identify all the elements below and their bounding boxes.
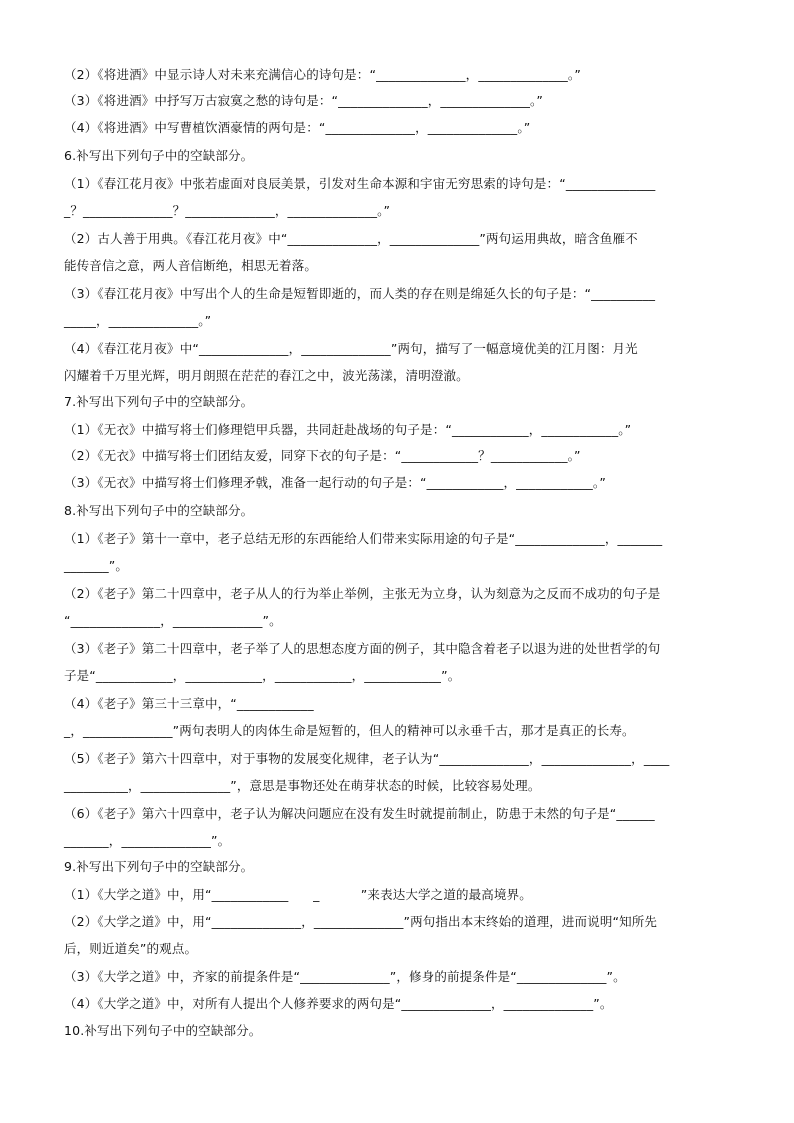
q9-2-cont: 后，则近道矣”的观点。 [64, 941, 198, 956]
q6-1-cont: _？______________？______________，______________。” [64, 203, 391, 218]
q8-6-line: （6）《老子》第六十四章中，老子认为解决问题应在没有发生时就提前制止，防患于未然的句子是“______ [64, 806, 655, 821]
q6-2-cont: 能传音信之意，两人音信断绝，相思无着落。 [64, 258, 318, 273]
q6-heading: 6.补写出下列句子中的空缺部分。 [64, 148, 254, 163]
q8-heading: 8.补写出下列句子中的空缺部分。 [64, 503, 254, 518]
q9-2-line: （2）《大学之道》中，用“______________，______________”两句指出本末终始的道理，进而说明“知所先 [64, 914, 658, 929]
q8-6-cont: _______，______________”。 [64, 833, 231, 848]
q8-1-cont: _______”。 [64, 558, 129, 573]
q5-3-line: （3）《将进酒》中抒写万古寂寞之愁的诗句是：“______________，______________。” [64, 93, 544, 108]
q8-5-cont: __________，______________”，意思是事物还处在萌芽状态的时候，比较容易处理。 [64, 778, 541, 793]
q6-4-cont: 闪耀着千万里光辉，明月朗照在茫茫的春江之中，波光荡漾，清明澄澈。 [64, 368, 469, 383]
q6-4-line: （4）《春江花月夜》中“______________，______________”两句，描写了一幅意境优美的江月图：月光 [64, 341, 638, 356]
q6-3-line: （3）《春江花月夜》中写出个人的生命是短暂即逝的，而人类的存在则是绵延久长的句子是：“__________ [64, 286, 656, 301]
q7-heading: 7.补写出下列句子中的空缺部分。 [64, 394, 254, 409]
q8-3-cont: 子是“____________，____________，____________，____________”。 [64, 668, 461, 683]
q6-2-line: （2）古人善于用典。《春江花月夜》中“______________，______________”两句运用典故，暗含鱼雁不 [64, 231, 638, 246]
q7-3-line: （3）《无衣》中描写将士们修理矛戟，准备一起行动的句子是：“____________，____________。” [64, 475, 606, 490]
q8-4-line: （4）《老子》第三十三章中，“____________ [64, 696, 314, 711]
q9-heading: 9.补写出下列句子中的空缺部分。 [64, 859, 254, 874]
q7-1-line: （1）《无衣》中描写将士们修理铠甲兵器，共同赶赴战场的句子是：“____________，____________。” [64, 422, 632, 437]
q6-1-line: （1）《春江花月夜》中张若虚面对良辰美景，引发对生命本源和宇宙无穷思索的诗句是：“______________ [64, 176, 656, 191]
q10-heading: 10.补写出下列句子中的空缺部分。 [64, 1023, 262, 1038]
q7-2-line: （2）《无衣》中描写将士们团结友爱，同穿下衣的句子是：“____________？____________。” [64, 448, 581, 463]
q8-4-cont: _，______________”两句表明人的肉体生命是短暂的，但人的精神可以永垂千古，那才是真正的长寿。 [64, 723, 635, 738]
q9-3-line: （3）《大学之道》中，齐家的前提条件是“______________”，修身的前提条件是“______________”。 [64, 969, 626, 984]
q8-1-line: （1）《老子》第十一章中，老子总结无形的东西能给人们带来实际用途的句子是“______________，_______ [64, 531, 663, 546]
q8-5-line: （5）《老子》第六十四章中，对于事物的发展变化规律，老子认为“______________，______________，____ [64, 751, 670, 766]
q6-3-cont: _____，______________。” [64, 313, 212, 328]
q5-2-line: （2）《将进酒》中显示诗人对未来充满信心的诗句是：“______________，______________。” [64, 67, 581, 82]
q5-4-line: （4）《将进酒》中写曹植饮酒豪情的两句是：“______________，______________。” [64, 120, 531, 135]
q9-4-line: （4）《大学之道》中，对所有人提出个人修养要求的两句是“______________，______________”。 [64, 996, 613, 1011]
q8-3-line: （3）《老子》第二十四章中，老子举了人的思想态度方面的例子，其中隐含着老子以退为进的处世哲学的句 [64, 641, 661, 656]
q9-1-line: （1）《大学之道》中，用“____________ _ ”来表达大学之道的最高境界。 [64, 887, 532, 902]
q8-2-line: （2）《老子》第二十四章中，老子从人的行为举止举例，主张无为立身，认为刻意为之反而不成功的句子是 [64, 586, 661, 601]
q8-2-cont: “______________，______________”。 [64, 613, 282, 628]
